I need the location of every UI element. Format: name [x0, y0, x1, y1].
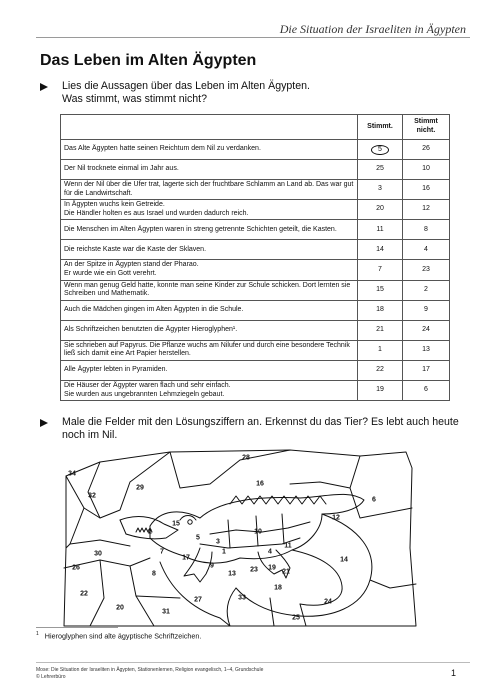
crocodile-puzzle-drawing [60, 448, 450, 630]
region-number: 27 [194, 596, 202, 604]
region-number: 7 [160, 548, 164, 556]
region-number: 16 [256, 480, 264, 488]
statement-text: Wenn der Nil über die Ufer trat, lagerte sich der fruchtbare Schlamm an Land ab. Das war gut für die Landwirtschaft. [61, 180, 358, 200]
table-row [61, 360, 450, 380]
answer-number: 9 [424, 305, 428, 313]
table-row [61, 200, 450, 220]
region-number: 4 [268, 548, 272, 556]
region-number: 18 [274, 584, 282, 592]
table-header-row [61, 115, 450, 140]
answer-number: 4 [424, 245, 428, 253]
answer-number: 10 [422, 165, 430, 173]
region-number: 5 [196, 534, 200, 542]
table-header-true: Stimmt. [358, 115, 403, 140]
answer-number: 7 [378, 265, 382, 273]
region-number: 2 [148, 528, 152, 536]
answer-number-false[interactable] [403, 180, 450, 200]
region-number: 23 [250, 566, 258, 574]
answer-number: 22 [376, 366, 384, 374]
arrow-right-icon [40, 419, 48, 427]
region-number: 6 [372, 496, 376, 504]
footer-divider [36, 662, 470, 663]
answer-number-true[interactable] [358, 340, 403, 360]
coloring-picture[interactable] [60, 448, 450, 630]
answer-number-true[interactable] [358, 260, 403, 280]
answer-number: 2 [424, 285, 428, 293]
table-row [61, 260, 450, 280]
table-row [61, 240, 450, 260]
statements-table [60, 114, 450, 401]
table-row [61, 380, 450, 400]
table-row [61, 160, 450, 180]
answer-number: 3 [378, 185, 382, 193]
answer-number-true[interactable] [358, 160, 403, 180]
task-2-line-1: Male die Felder mit den Lösungsziffern an. Erkennst du das Tier? Es lebt auch heute [62, 416, 459, 428]
answer-number-true[interactable] [358, 320, 403, 340]
task-1-line-2: Was stimmt, was stimmt nicht? [62, 93, 207, 105]
region-number: 30 [94, 550, 102, 558]
answer-number: 21 [376, 325, 384, 333]
answer-number: 20 [376, 205, 384, 213]
statement-text: Die reichste Kaste war die Kaste der Sklaven. [61, 240, 358, 260]
footer-source [36, 667, 263, 681]
region-number: 29 [136, 484, 144, 492]
answer-number: 14 [376, 245, 384, 253]
statement-text: Alle Ägypter lebten in Pyramiden. [61, 360, 358, 380]
answer-number: 24 [422, 325, 430, 333]
table-row [61, 300, 450, 320]
answer-number-true[interactable] [358, 280, 403, 300]
answer-number: 15 [376, 285, 384, 293]
region-number: 22 [80, 590, 88, 598]
region-number: 33 [238, 594, 246, 602]
region-number: 31 [162, 608, 170, 616]
answer-number-true[interactable] [358, 140, 403, 160]
answer-number-true[interactable] [358, 240, 403, 260]
table-row [61, 340, 450, 360]
answer-number-false[interactable] [403, 240, 450, 260]
answer-number-false[interactable] [403, 360, 450, 380]
region-number: 24 [324, 598, 332, 606]
answer-number-true[interactable] [358, 380, 403, 400]
answer-number-true[interactable] [358, 200, 403, 220]
table-row [61, 180, 450, 200]
footnote-text: Hieroglyphen sind alte ägyptische Schriftzeichen. [44, 631, 202, 641]
region-number: 17 [182, 554, 190, 562]
region-number: 13 [228, 570, 236, 578]
task-2-line-2: noch im Nil. [62, 429, 118, 441]
region-number: 21 [282, 568, 290, 576]
region-number: 15 [172, 520, 180, 528]
statement-text: Auch die Mädchen gingen im Alten Ägypten in die Schule. [61, 300, 358, 320]
page-number: 1 [450, 668, 456, 678]
answer-number: 6 [424, 386, 428, 394]
table-row [61, 280, 450, 300]
answer-number-false[interactable] [403, 200, 450, 220]
footer-source-line-1: Mose: Die Situation der Israeliten in Ägypten, Stationenlernen, Religion evangelisch, 1–4, Grundschule [36, 667, 264, 673]
region-number: 14 [340, 556, 348, 564]
answer-number: 12 [422, 205, 430, 213]
answer-number-false[interactable] [403, 320, 450, 340]
answer-number: 16 [422, 185, 430, 193]
answer-number: 25 [376, 165, 384, 173]
answer-number-true[interactable] [358, 360, 403, 380]
answer-number: 1 [378, 346, 382, 354]
answer-number-false[interactable] [403, 280, 450, 300]
footnote-divider [36, 627, 118, 628]
table-header-false: Stimmt nicht. [403, 115, 450, 140]
region-number: 20 [116, 604, 124, 612]
task-1-line-1: Lies die Aussagen über das Leben im Alten Ägypten. [62, 80, 310, 92]
region-number: 10 [254, 528, 262, 536]
answer-number-false[interactable] [403, 260, 450, 280]
region-number: 28 [242, 454, 250, 462]
statement-text: An der Spitze in Ägypten stand der Pharao. Er wurde wie ein Gott verehrt. [61, 260, 358, 280]
header-divider [36, 37, 470, 38]
answer-number: 13 [422, 346, 430, 354]
answer-number: 18 [376, 305, 384, 313]
statement-text: Der Nil trocknete einmal im Jahr aus. [61, 160, 358, 180]
region-number: 32 [88, 492, 96, 500]
footnote [36, 631, 201, 640]
footnote-marker: 1 [36, 631, 39, 637]
footer-source-line-2: © Lehrerbüro [36, 674, 66, 680]
page-title: Das Leben im Alten Ägypten [40, 52, 257, 69]
statement-text: Sie schrieben auf Papyrus. Die Pflanze wuchs am Nilufer und durch eine besondere Technik ließ sich damit eine Art Papier herstellen. [61, 340, 358, 360]
answer-number: 5 [371, 145, 389, 155]
chapter-title: Die Situation der Israeliten in Ägypten [279, 22, 466, 36]
region-number: 3 [216, 538, 220, 546]
table-row [61, 220, 450, 240]
answer-number: 17 [422, 366, 430, 374]
answer-number-false[interactable] [403, 380, 450, 400]
region-number: 25 [292, 614, 300, 622]
answer-number: 8 [424, 225, 428, 233]
answer-number-false[interactable] [403, 300, 450, 320]
statement-text: Wenn man genug Geld hatte, konnte man seine Kinder zur Schule schicken. Dort lernten sie Schreiben und Mathematik. [61, 280, 358, 300]
table-row [61, 140, 450, 160]
table-header-statement [61, 115, 358, 140]
region-number: 26 [72, 564, 80, 572]
answer-number-false[interactable] [403, 160, 450, 180]
answer-number: 11 [376, 225, 384, 233]
answer-number-true[interactable] [358, 300, 403, 320]
answer-number-false[interactable] [403, 220, 450, 240]
region-number: 8 [152, 570, 156, 578]
statement-text: Die Menschen im Alten Ägypten waren in streng getrennte Schichten geteilt, die Kasten. [61, 220, 358, 240]
statement-text: Als Schriftzeichen benutzten die Ägypter Hieroglyphen¹. [61, 320, 358, 340]
answer-number-false[interactable] [403, 340, 450, 360]
region-number: 1 [222, 548, 226, 556]
statement-text: Das Alte Ägypten hatte seinen Reichtum dem Nil zu verdanken. [61, 140, 358, 160]
statement-text: In Ägypten wuchs kein Getreide. Die Händler holten es aus Israel und wurden dadurch reich. [61, 200, 358, 220]
region-number: 19 [268, 564, 276, 572]
answer-number: 23 [422, 265, 430, 273]
table-row [61, 320, 450, 340]
region-number: 34 [68, 470, 76, 478]
region-number: 9 [210, 562, 214, 570]
answer-number: 26 [422, 145, 430, 153]
arrow-right-icon [40, 83, 48, 91]
answer-number: 19 [376, 386, 384, 394]
answer-number-true[interactable] [358, 180, 403, 200]
statement-text: Die Häuser der Ägypter waren flach und sehr einfach. Sie wurden aus ungebrannten Lehmziegeln gebaut. [61, 380, 358, 400]
answer-number-true[interactable] [358, 220, 403, 240]
answer-number-false[interactable] [403, 140, 450, 160]
region-number: 11 [284, 542, 292, 550]
region-number: 12 [332, 514, 340, 522]
